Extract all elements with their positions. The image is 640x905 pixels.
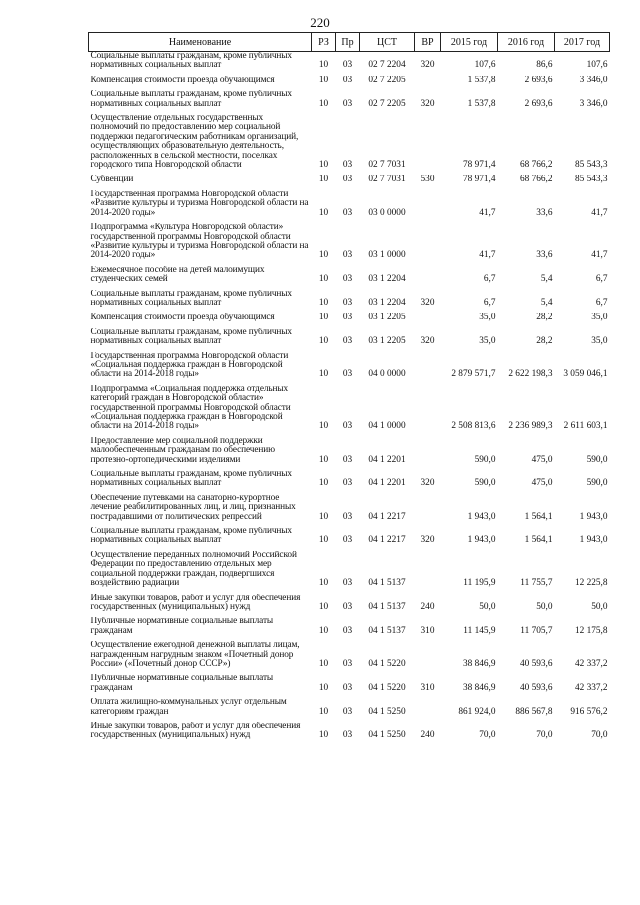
- cell-name: Публичные нормативные социальные выплаты гражданам: [90, 674, 274, 693]
- cell-vr: [415, 437, 441, 467]
- header-vr: ВР: [415, 33, 441, 52]
- cell-vr: 310: [420, 625, 435, 636]
- cell-rz: 10: [318, 274, 329, 285]
- cell-rz: 10: [318, 454, 329, 465]
- cell-2016: 40 593,6: [519, 682, 553, 693]
- cell-2016: 475,0: [531, 478, 553, 489]
- cell-name: Подпрограмма «Социальная поддержка отдельных категорий граждан в Новгородской области» государственной программы Новгородской области «Социальная поддержка граждан в Новгородской области на 2014-2018 годы»: [90, 384, 291, 432]
- cell-rz: 10: [318, 682, 329, 693]
- table-row: [89, 674, 610, 695]
- header-2015: 2015 год: [441, 33, 498, 52]
- table-row: [89, 90, 610, 111]
- cell-pr: 03: [342, 98, 353, 109]
- cell-2016: 28,2: [536, 336, 553, 347]
- cell-cst: 04 1 2201: [368, 454, 406, 465]
- cell-cst: 04 1 5137: [368, 601, 406, 612]
- table-row: [89, 594, 610, 615]
- table-row: [89, 698, 610, 719]
- cell-2015: 6,7: [483, 274, 496, 285]
- cell-2016: 28,2: [536, 313, 553, 323]
- cell-rz: 10: [318, 658, 329, 669]
- cell-vr: [415, 266, 441, 287]
- cell-vr: 320: [420, 336, 435, 347]
- cell-2015: 70,0: [479, 730, 496, 741]
- cell-2017: 42 337,2: [574, 658, 608, 669]
- cell-rz: 10: [318, 160, 329, 171]
- table-row: [89, 76, 610, 87]
- row-spacer: [89, 743, 610, 746]
- cell-rz: 10: [318, 75, 329, 85]
- cell-rz: 10: [318, 535, 329, 546]
- cell-rz: 10: [318, 250, 329, 261]
- cell-vr: [415, 551, 441, 591]
- cell-vr: 320: [420, 98, 435, 109]
- cell-2016: 50,0: [536, 601, 553, 612]
- table-row: [89, 328, 610, 349]
- cell-pr: 03: [342, 297, 353, 308]
- cell-cst: 03 1 2204: [368, 297, 406, 308]
- cell-2017: 41,7: [591, 207, 608, 218]
- cell-name: Компенсация стоимости проезда обучающимся: [90, 75, 275, 85]
- cell-pr: 03: [342, 421, 353, 432]
- table-row: [89, 223, 610, 263]
- header-cst: ЦСТ: [360, 33, 415, 52]
- cell-cst: 04 1 5250: [368, 730, 406, 741]
- cell-2016: 11 705,7: [520, 625, 553, 636]
- cell-cst: 02 7 2204: [368, 60, 406, 71]
- cell-cst: 02 7 2205: [368, 98, 406, 109]
- cell-name: Осуществление переданных полномочий Российской Федерации по предоставлению отдельных мер социальной поддержки граждан, подвергшихся воздействию радиации: [90, 550, 297, 589]
- table-row: [89, 617, 610, 638]
- cell-rz: 10: [318, 98, 329, 109]
- cell-cst: 03 0 0000: [368, 207, 406, 218]
- cell-vr: 240: [420, 730, 435, 741]
- header-name: Наименование: [89, 33, 312, 52]
- cell-rz: 10: [318, 601, 329, 612]
- cell-cst: 02 7 7031: [368, 175, 406, 185]
- table-row: [89, 551, 610, 591]
- cell-cst: 04 1 2201: [368, 478, 406, 489]
- cell-2015: 1 943,0: [467, 511, 496, 522]
- cell-2015: 1 943,0: [467, 535, 496, 546]
- cell-vr: [415, 114, 441, 172]
- cell-2016: 2 693,6: [524, 98, 553, 109]
- cell-pr: 03: [342, 160, 353, 171]
- cell-2017: 50,0: [591, 601, 608, 612]
- cell-name: Осуществление отдельных государственных полномочий по предоставлению мер социальной поддержки педагогическим работникам организаций, осуществляющих образовательную деятельность, расположенных в сельской местности, поселках городского типа Новгородской области: [90, 114, 299, 171]
- cell-2016: 1 564,1: [524, 511, 553, 522]
- cell-2017: 12 175,8: [574, 625, 608, 636]
- cell-rz: 10: [318, 730, 329, 741]
- cell-cst: 04 1 2217: [368, 511, 406, 522]
- cell-pr: 03: [342, 658, 353, 669]
- cell-name: Предоставление мер социальной поддержки малообеспеченным гражданам по обеспечению протезно-ортопедическими изделиями: [90, 436, 275, 465]
- cell-pr: 03: [342, 511, 353, 522]
- cell-name: Публичные нормативные социальные выплаты гражданам: [90, 617, 274, 636]
- cell-2016: 886 567,8: [515, 706, 553, 717]
- cell-2017: 41,7: [591, 250, 608, 261]
- cell-name: Оплата жилищно-коммунальных услуг отдельным категориям граждан: [90, 698, 287, 717]
- cell-name: Субвенции: [90, 175, 134, 185]
- cell-2016: 68 766,2: [519, 175, 553, 185]
- cell-2017: 916 576,2: [570, 706, 608, 717]
- cell-name: Компенсация стоимости проезда обучающимся: [90, 313, 275, 323]
- cell-rz: 10: [318, 207, 329, 218]
- cell-cst: 02 7 7031: [368, 160, 406, 171]
- cell-name: Социальные выплаты гражданам, кроме публичных нормативных социальных выплат: [90, 527, 292, 546]
- cell-2016: 2 622 198,3: [508, 369, 553, 380]
- cell-2015: 1 537,8: [467, 98, 496, 109]
- cell-cst: 04 1 0000: [368, 421, 406, 432]
- cell-pr: 03: [342, 730, 353, 741]
- cell-cst: 03 1 0000: [368, 250, 406, 261]
- cell-2015: 41,7: [479, 207, 496, 218]
- cell-2017: 42 337,2: [574, 682, 608, 693]
- cell-vr: [415, 385, 441, 434]
- cell-name: Подпрограмма «Культура Новгородской области» государственной программы Новгородской области «Развитие культуры и туризма Новгородской области на 2014-2020 годы»: [90, 223, 309, 261]
- cell-pr: 03: [342, 625, 353, 636]
- cell-name: Социальные выплаты гражданам, кроме публичных нормативных социальных выплат: [90, 327, 292, 347]
- cell-cst: 04 1 2217: [368, 535, 406, 546]
- cell-2017: 85 543,3: [574, 175, 608, 185]
- row-spacer-cell: [89, 743, 610, 746]
- cell-2017: 6,7: [595, 274, 608, 285]
- cell-pr: 03: [342, 60, 353, 71]
- cell-2017: 6,7: [595, 297, 608, 308]
- budget-table-container: [88, 32, 609, 746]
- table-row: [89, 470, 610, 491]
- cell-vr: [415, 641, 441, 671]
- table-row: [89, 266, 610, 287]
- cell-2016: 5,4: [540, 297, 553, 308]
- cell-pr: 03: [342, 478, 353, 489]
- cell-2015: 38 846,9: [462, 682, 496, 693]
- cell-vr: 320: [420, 535, 435, 546]
- cell-pr: 03: [342, 175, 353, 185]
- cell-rz: 10: [318, 625, 329, 636]
- cell-cst: 04 1 5220: [368, 682, 406, 693]
- budget-table: [88, 32, 610, 746]
- cell-name: Социальные выплаты гражданам, кроме публичных нормативных социальных выплат: [90, 470, 292, 489]
- cell-pr: 03: [342, 369, 353, 380]
- cell-2015: 35,0: [479, 313, 496, 323]
- header-rz: РЗ: [312, 33, 336, 52]
- cell-pr: 03: [342, 454, 353, 465]
- cell-cst: 03 1 2205: [368, 313, 406, 323]
- header-pr: Пр: [336, 33, 360, 52]
- page-number: 220: [310, 15, 330, 30]
- cell-2016: 86,6: [536, 60, 553, 71]
- cell-2015: 78 971,4: [462, 160, 496, 171]
- cell-cst: 04 0 0000: [368, 369, 406, 380]
- cell-2017: 3 059 046,1: [563, 369, 608, 380]
- cell-pr: 03: [342, 250, 353, 261]
- header-2017: 2017 год: [555, 33, 610, 52]
- table-row: [89, 494, 610, 524]
- table-header: [89, 33, 610, 52]
- table-row: [89, 114, 610, 172]
- cell-cst: 04 1 5220: [368, 658, 406, 669]
- cell-name: Осуществление ежегодной денежной выплаты лицам, награжденным нагрудным знаком «Почетный донор России» («Почетный донор СССР»): [90, 641, 300, 669]
- cell-2015: 78 971,4: [462, 175, 496, 185]
- cell-2016: 1 564,1: [524, 535, 553, 546]
- table-row: [89, 722, 610, 743]
- cell-cst: 04 1 5250: [368, 706, 406, 717]
- table-row: [89, 313, 610, 324]
- cell-2016: 33,6: [536, 250, 553, 261]
- table-row: [89, 437, 610, 467]
- cell-2015: 38 846,9: [462, 658, 496, 669]
- table-row: [89, 175, 610, 186]
- cell-pr: 03: [342, 578, 353, 589]
- cell-2015: 35,0: [479, 336, 496, 347]
- table-row: [89, 527, 610, 548]
- cell-2015: 861 924,0: [458, 706, 496, 717]
- cell-vr: [415, 494, 441, 524]
- cell-2017: 3 346,0: [579, 98, 608, 109]
- cell-rz: 10: [318, 369, 329, 380]
- cell-name: Государственная программа Новгородской области «Социальная поддержка граждан в Новгородской области на 2014-2018 годы»: [90, 351, 289, 380]
- cell-2017: 85 543,3: [574, 160, 608, 171]
- cell-vr: 320: [420, 60, 435, 71]
- cell-vr: [415, 698, 441, 719]
- cell-2015: 6,7: [483, 297, 496, 308]
- cell-vr: [415, 190, 441, 220]
- cell-2016: 2 236 989,3: [508, 421, 553, 432]
- cell-cst: 03 1 2204: [368, 274, 406, 285]
- cell-rz: 10: [318, 297, 329, 308]
- cell-vr: [415, 223, 441, 263]
- cell-pr: 03: [342, 682, 353, 693]
- table-row: [89, 385, 610, 434]
- table-body: [89, 52, 610, 746]
- cell-2016: 11 755,7: [520, 578, 553, 589]
- cell-name: Иные закупки товаров, работ и услуг для обеспечения государственных (муниципальных) нужд: [90, 593, 301, 612]
- cell-2015: 11 145,9: [463, 625, 496, 636]
- cell-rz: 10: [318, 421, 329, 432]
- cell-name: Социальные выплаты гражданам, кроме публичных нормативных социальных выплат: [90, 90, 292, 109]
- cell-2015: 590,0: [474, 454, 496, 465]
- cell-vr: 320: [420, 297, 435, 308]
- cell-rz: 10: [318, 578, 329, 589]
- cell-pr: 03: [342, 75, 353, 85]
- cell-pr: 03: [342, 274, 353, 285]
- cell-2017: 35,0: [591, 336, 608, 347]
- cell-rz: 10: [318, 336, 329, 347]
- cell-2015: 11 195,9: [463, 578, 496, 589]
- cell-2015: 2 508 813,6: [451, 421, 496, 432]
- cell-rz: 10: [318, 478, 329, 489]
- cell-pr: 03: [342, 535, 353, 546]
- cell-2016: 2 693,6: [524, 75, 553, 85]
- cell-rz: 10: [318, 511, 329, 522]
- table-row: [89, 52, 610, 73]
- cell-name: Иные закупки товаров, работ и услуг для обеспечения государственных (муниципальных) нужд: [90, 721, 301, 741]
- cell-2015: 50,0: [479, 601, 496, 612]
- table-row: [89, 352, 610, 382]
- cell-2016: 40 593,6: [519, 658, 553, 669]
- cell-vr: 310: [420, 682, 435, 693]
- table-row: [89, 641, 610, 671]
- cell-cst: 02 7 2205: [368, 75, 406, 85]
- cell-vr: 240: [420, 601, 435, 612]
- cell-2017: 2 611 603,1: [563, 421, 608, 432]
- cell-pr: 03: [342, 336, 353, 347]
- cell-2016: 475,0: [531, 454, 553, 465]
- cell-pr: 03: [342, 313, 353, 323]
- cell-pr: 03: [342, 207, 353, 218]
- cell-vr: 320: [420, 478, 435, 489]
- cell-2015: 1 537,8: [467, 75, 496, 85]
- cell-name: Обеспечение путевками на санаторно-курортное лечение реабилитированных лиц, и лиц, признанных пострадавшими от политических репрессий: [90, 493, 296, 522]
- cell-rz: 10: [318, 175, 329, 185]
- cell-vr: [415, 352, 441, 382]
- cell-vr: [415, 313, 441, 324]
- cell-cst: 04 1 5137: [368, 625, 406, 636]
- cell-2017: 70,0: [591, 730, 608, 741]
- cell-name: Ежемесячное пособие на детей малоимущих студенческих семей: [90, 265, 265, 285]
- cell-2016: 68 766,2: [519, 160, 553, 171]
- cell-2017: 1 943,0: [579, 535, 608, 546]
- cell-cst: 03 1 2205: [368, 336, 406, 347]
- cell-2015: 590,0: [474, 478, 496, 489]
- table-row: [89, 290, 610, 311]
- cell-2017: 590,0: [586, 478, 608, 489]
- header-2016: 2016 год: [498, 33, 555, 52]
- header-row: [89, 33, 610, 52]
- cell-name: Социальные выплаты гражданам, кроме публичных нормативных социальных выплат: [90, 289, 292, 308]
- cell-name: Государственная программа Новгородской области «Развитие культуры и туризма Новгородской области на 2014-2020 годы»: [90, 189, 309, 218]
- cell-pr: 03: [342, 601, 353, 612]
- cell-2015: 2 879 571,7: [451, 369, 496, 380]
- cell-name: Социальные выплаты гражданам, кроме публичных нормативных социальных выплат: [90, 51, 292, 71]
- cell-rz: 10: [318, 706, 329, 717]
- cell-2017: 12 225,8: [574, 578, 608, 589]
- cell-2016: 5,4: [540, 274, 553, 285]
- cell-2016: 33,6: [536, 207, 553, 218]
- cell-2017: 107,6: [586, 60, 608, 71]
- cell-vr: [415, 76, 441, 87]
- cell-2017: 590,0: [586, 454, 608, 465]
- cell-rz: 10: [318, 313, 329, 323]
- cell-pr: 03: [342, 706, 353, 717]
- cell-vr: 530: [420, 175, 435, 185]
- cell-2015: 41,7: [479, 250, 496, 261]
- cell-2017: 35,0: [591, 313, 608, 323]
- cell-rz: 10: [318, 60, 329, 71]
- cell-2017: 3 346,0: [579, 75, 608, 85]
- cell-cst: 04 1 5137: [368, 578, 406, 589]
- cell-2017: 1 943,0: [579, 511, 608, 522]
- table-row: [89, 190, 610, 220]
- cell-2015: 107,6: [474, 60, 496, 71]
- cell-2016: 70,0: [536, 730, 553, 741]
